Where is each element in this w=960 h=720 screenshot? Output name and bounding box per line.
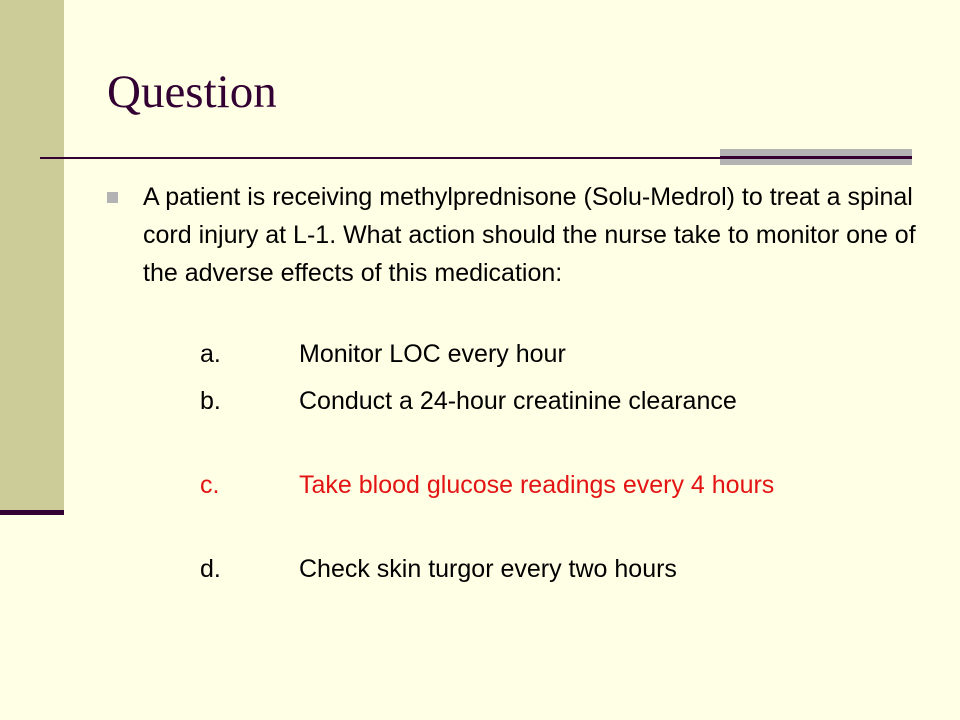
option-letter: a. <box>200 340 221 368</box>
option-letter: b. <box>200 387 221 415</box>
left-bar-accent-line <box>0 510 64 515</box>
square-bullet-icon <box>107 192 118 203</box>
option-text: Conduct a 24-hour creatinine clearance <box>299 387 737 415</box>
option-letter: c. <box>200 471 220 499</box>
slide-title: Question <box>107 66 277 118</box>
option-text: Check skin turgor every two hours <box>299 555 677 583</box>
title-rule-accent-line <box>720 156 912 159</box>
option-letter: d. <box>200 555 221 583</box>
option-text: Take blood glucose readings every 4 hours <box>299 471 775 499</box>
left-decorative-bar <box>0 0 64 510</box>
option-text: Monitor LOC every hour <box>299 340 566 368</box>
question-text: A patient is receiving methylprednisone (Solu-Medrol) to treat a spinal cord injury at L-1. What action should the nurse take to monitor one of the adverse effects of this medication: <box>143 183 916 287</box>
